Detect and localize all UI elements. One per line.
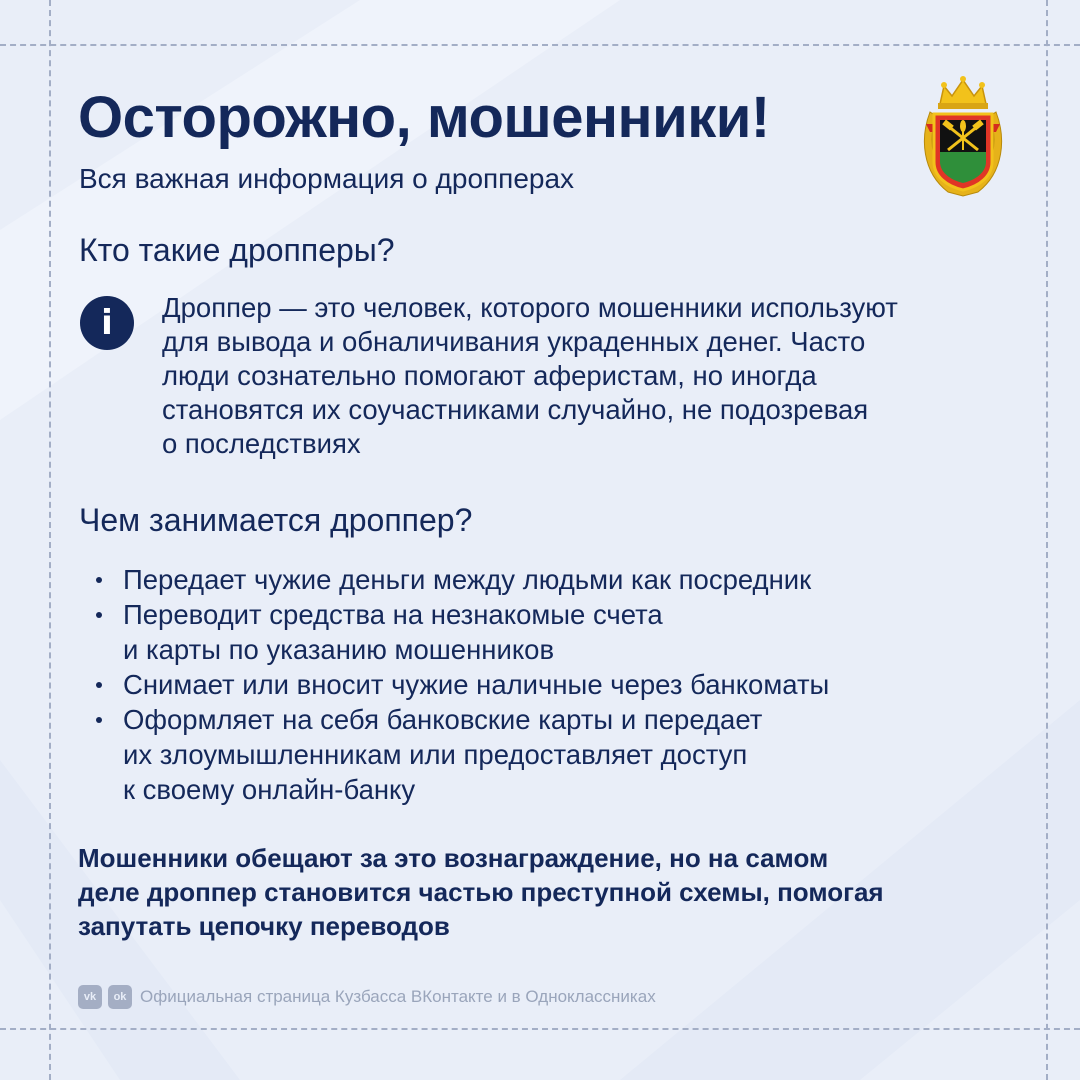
list-item-line: и карты по указанию мошенников <box>123 634 555 665</box>
page-title: Осторожно, мошенники! <box>78 85 770 150</box>
list-item-line: их злоумышленникам или предоставляет доступ <box>123 739 748 770</box>
kuzbass-coat-of-arms-icon <box>918 76 1008 200</box>
ok-icon[interactable]: ok <box>108 985 132 1009</box>
definition-line: для вывода и обналичивания украденных денег. Часто <box>162 326 866 357</box>
section-heading-what: Чем занимается дроппер? <box>79 502 473 538</box>
warning-note-line: Мошенники обещают за это вознаграждение, но на самом <box>78 843 829 873</box>
left-dashed-guide <box>49 0 51 1080</box>
info-icon: i <box>80 296 134 350</box>
right-dashed-guide <box>1046 0 1048 1080</box>
top-dashed-guide <box>0 44 1080 46</box>
definition-line: Дроппер — это человек, которого мошенники используют <box>162 292 898 323</box>
list-item <box>92 562 992 597</box>
warning-note-line: запутать цепочку переводов <box>78 911 450 941</box>
dropper-activities-list <box>92 562 992 807</box>
list-item-line: Снимает или вносит чужие наличные через банкоматы <box>123 669 830 700</box>
warning-note <box>78 841 1018 943</box>
list-item-line: Переводит средства на незнакомые счета <box>123 599 663 630</box>
definition-line: о последствиях <box>162 428 361 459</box>
footer-text: Официальная страница Кузбасса ВКонтакте и в Одноклассниках <box>140 987 656 1006</box>
warning-note-line: деле дроппер становится частью преступной схемы, помогая <box>78 877 884 907</box>
section-heading-who: Кто такие дропперы? <box>79 232 395 268</box>
list-item <box>92 702 992 807</box>
dropper-definition <box>162 291 1042 461</box>
footer <box>78 984 656 1010</box>
page-subtitle: Вся важная информация о дропперах <box>79 163 575 194</box>
definition-line: становятся их соучастниками случайно, не подозревая <box>162 394 869 425</box>
list-item <box>92 597 992 667</box>
bottom-dashed-guide <box>0 1028 1080 1030</box>
list-item-line: Оформляет на себя банковские карты и передает <box>123 704 763 735</box>
list-item-line: Передает чужие деньги между людьми как посредник <box>123 564 812 595</box>
list-item-line: к своему онлайн-банку <box>123 774 416 805</box>
vk-icon[interactable]: vk <box>78 985 102 1009</box>
list-item <box>92 667 992 702</box>
definition-line: люди сознательно помогают аферистам, но иногда <box>162 360 817 391</box>
